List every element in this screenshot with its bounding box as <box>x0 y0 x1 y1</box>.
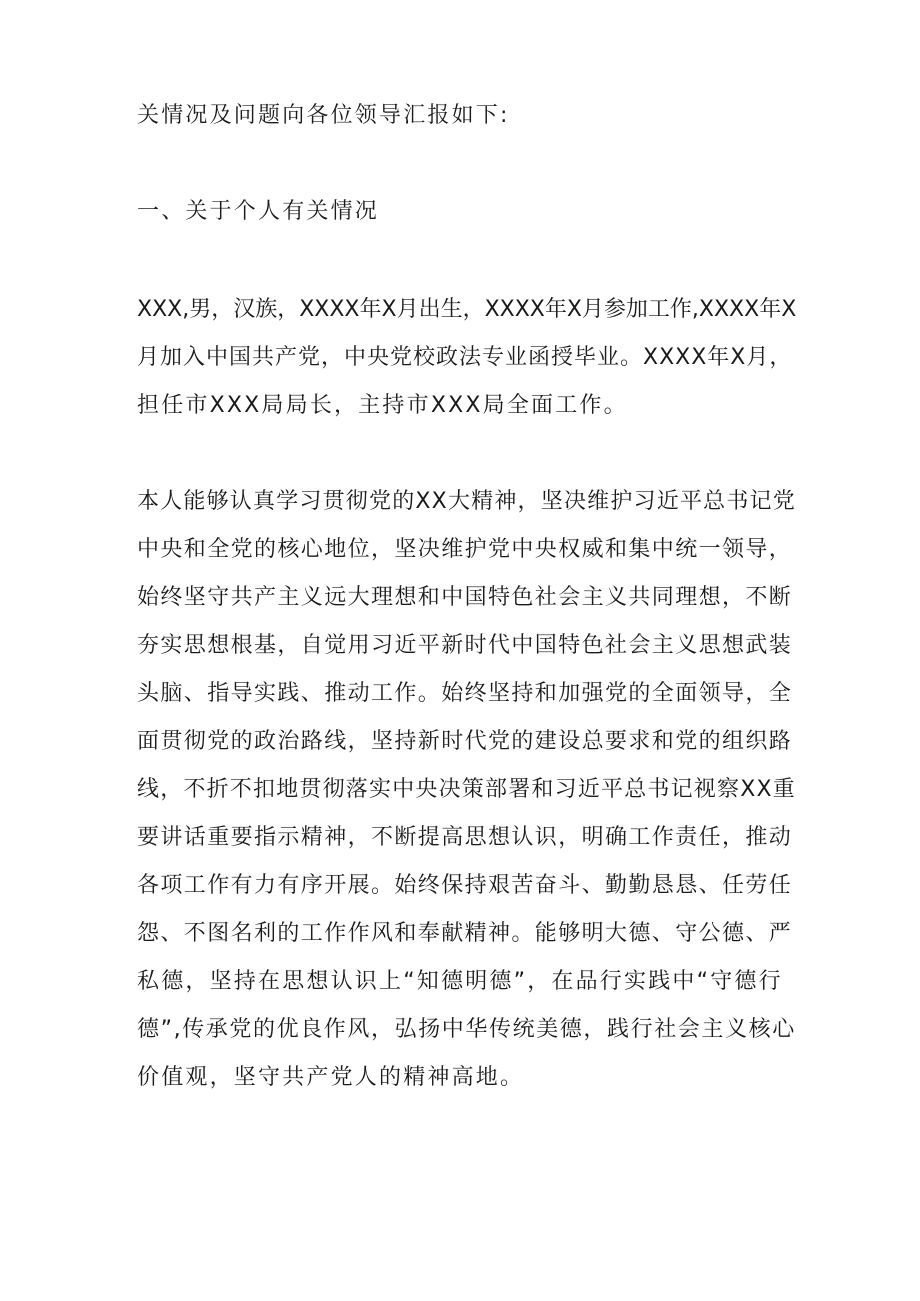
paragraph-line: 月加入中国共产党，中央党校政法专业函授毕业。XXXX年X月， <box>137 345 793 370</box>
section-heading: 一、关于个人有关情况 <box>137 199 380 224</box>
paragraph-line: 头脑、指导实践、推动工作。始终坚持和加强党的全面领导，全 <box>137 681 793 706</box>
paragraph-line: 担任市XXX局局长，主持市XXX局全面工作。 <box>137 393 628 418</box>
paragraph-line: 线，不折不扣地贯彻落实中央决策部署和习近平总书记视察XX重 <box>137 777 796 802</box>
paragraph-line: 私德，坚持在思想认识上“知德明德”，在品行实践中“守德行 <box>137 969 783 994</box>
paragraph-line: 夯实思想根基，自觉用习近平新时代中国特色社会主义思想武装 <box>137 633 793 658</box>
paragraph-line: 面贯彻党的政治路线，坚持新时代党的建设总要求和党的组织路 <box>137 729 793 754</box>
paragraph-line: 价值观，坚守共产党人的精神高地。 <box>137 1065 525 1090</box>
intro-line: 关情况及问题向各位领导汇报如下: <box>137 103 510 128</box>
paragraph-line: 要讲话重要指示精神，不断提高思想认识，明确工作责任，推动 <box>137 825 793 850</box>
paragraph-line: 中央和全党的核心地位，坚决维护党中央权威和集中统一领导， <box>137 537 793 562</box>
paragraph-line: 怨、不图名利的工作作风和奉献精神。能够明大德、守公德、严 <box>137 921 793 946</box>
paragraph-line: XXX,男，汉族，XXXX年X月出生，XXXX年X月参加工作,XXXX年X <box>137 297 797 322</box>
paragraph-line: 本人能够认真学习贯彻党的XX大精神，坚决维护习近平总书记党 <box>137 489 796 514</box>
paragraph-line: 始终坚守共产主义远大理想和中国特色社会主义共同理想，不断 <box>137 585 793 610</box>
paragraph-line: 德”,传承党的优良作风，弘扬中华传统美德，践行社会主义核心 <box>137 1017 796 1042</box>
paragraph-line: 各项工作有力有序开展。始终保持艰苦奋斗、勤勤恳恳、任劳任 <box>137 873 793 898</box>
